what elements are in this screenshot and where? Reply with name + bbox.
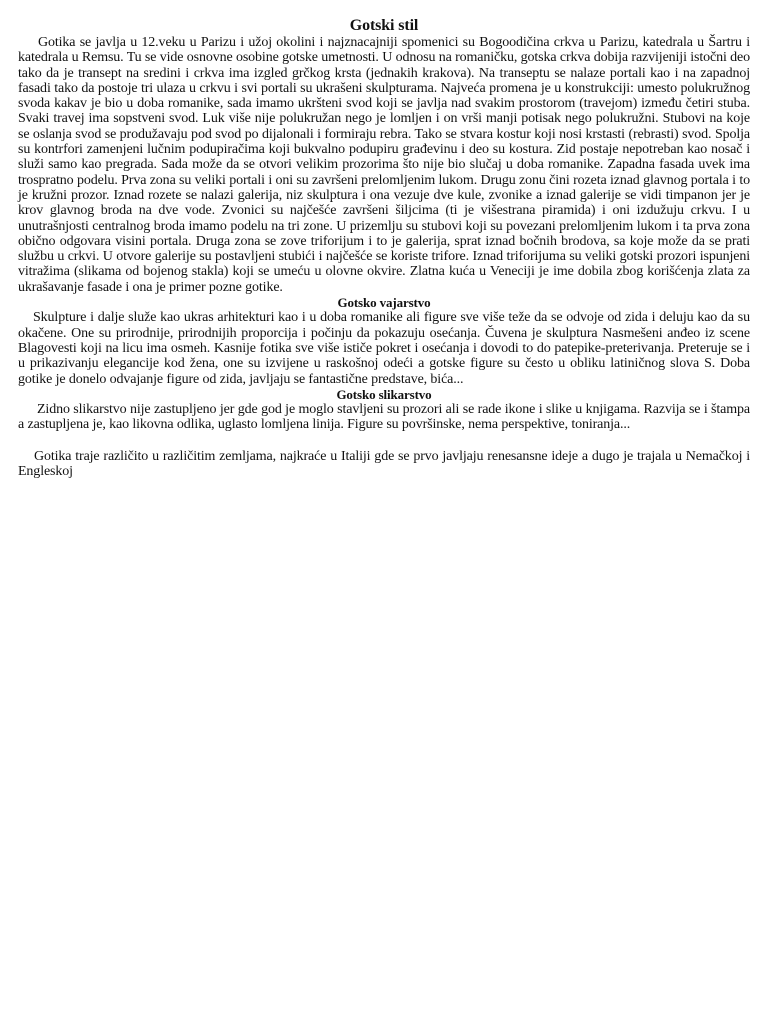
- section-heading-painting: Gotsko slikarstvo: [336, 386, 432, 402]
- document-title: Gotski stil: [349, 17, 419, 34]
- closing-paragraph: Gotika traje različito u različitim zemljama, najkraće u Italiji gde se prvo javljaju renesansne ideje a dugo je trajala u Nemačkoj i Engleskoj: [18, 448, 750, 480]
- paragraph-spacer: [18, 433, 750, 449]
- section-heading-sculpture: Gotsko vajarstvo: [337, 295, 431, 311]
- intro-paragraph: Gotika se javlja u 12.veku u Parizu i užoj okolini i najznacajniji spomenici su Bogoodičina crkva u Parizu, katedrala u Šartru i katedrala u Remsu. Tu se vide osnovne osobine gotske umetnosti. U odnosu na romaničku, gotska crkva dobija razvijeniji istočni deo tako da je transept na sredini i crkva ima izgled grčkog krsta (jednakih krakova). Na transeptu se nalaze portali kao i na zapadnoj fasadi tako da postoje tri ulaza u crkvu i svi portali su ukrašeni skulpturama. Najveća promena je u konstrukciji: umesto polukružnog svoda kakav je bio u doba romanike, sada imamo ukršteni svod koji se javlja nad svakim prostorom (travejom) između četiri stuba. Svaki travej ima sopstveni svod. Luk više nije polukružan nego je lomljen i on vrši manji potisak nego polukružni. Stubovi na koje se oslanja svod se produžavaju pod svod po dijalonali i formiraju rebra. Tako se stvara kostur koji nosi krstasti (rebrasti) svod. Spolja su kontrfori zamenjeni lučnim podupiračima koji bukvalno podupiru građevinu i deo su kostura. Zid postaje nepotreban kao nosač i služi samo kao pregrada. Sada može da se otvori velikim prozorima što nije bio slučaj u doba romanike. Zapadna fasada uvek ima trospratno podelu. Prva zona su veliki portali i oni su završeni prelomljenim lukom. Drugu zonu čini rozeta iznad glavnog portala i to je kružni prozor. Iznad rozete se nalazi galerija, niz skulptura i ona vezuje dve kule, zvonike a iznad galerije se vidi timpanon jer je krov glavnog broda na dve vode. Zvonici su najčešće završeni šiljcima (ti je višestrana piramida) i oni izdužuju crkvu. I u unutrašnjosti centralnog broda imamo podelu na tri zone. U prizemlju su stubovi koji su povezani prelomljenim lukom i ta prva zona obično odgovara visini portala. Druga zona se zove triforijum i to je galerija, sprat iznad bočnih brodova, sa koje može da se prati službu u crkvi. U otvore galerije su postavljeni stubići i najčešće se koriste trifore. Iznad triforijuma su veliki gotski prozori ispunjeni vitražima (slikama od bojenog stakla) koji se umeću u olovne okvire. Zlatna kuća u Veneciji je ime dobila zbog korišćenja zlata za ukrašavanje fasade i ona je primer pozne gotike.: [18, 35, 750, 295]
- sculpture-paragraph: Skulpture i dalje služe kao ukras arhitekturi kao i u doba romanike ali figure sve više teže da se odvoje od zida i deluju kao da su okačene. One su prirodnije, prirodnijih proporcija i počinju da pokazuju osećanja. Čuvena je skulptura Nasmešeni anđeo iz scene Blagovesti koji na licu ima osmeh. Kasnije fotika sve više ističe pokret i osećanja i dovodi to do patepike-preterivanja. Preteruje se i u prikazivanju elegancije kod žena, one su izvijene u raskošnoj odeći a gotske figure su često u obliku latiničnog slova S. Doba gotike je donelo odvajanje figure od zida, javljaju se fantastične predstave, bića...: [18, 310, 750, 387]
- document-page: [18, 16, 750, 479]
- painting-paragraph: Zidno slikarstvo nije zastupljeno jer gde god je moglo stavljeni su prozori ali se rade ikone i slike u knjigama. Razvija se i štampa a zastupljena je, kao likovna odlika, uglasto lomljena linija. Figure su površinske, nema perspektive, toniranja...: [18, 402, 750, 433]
